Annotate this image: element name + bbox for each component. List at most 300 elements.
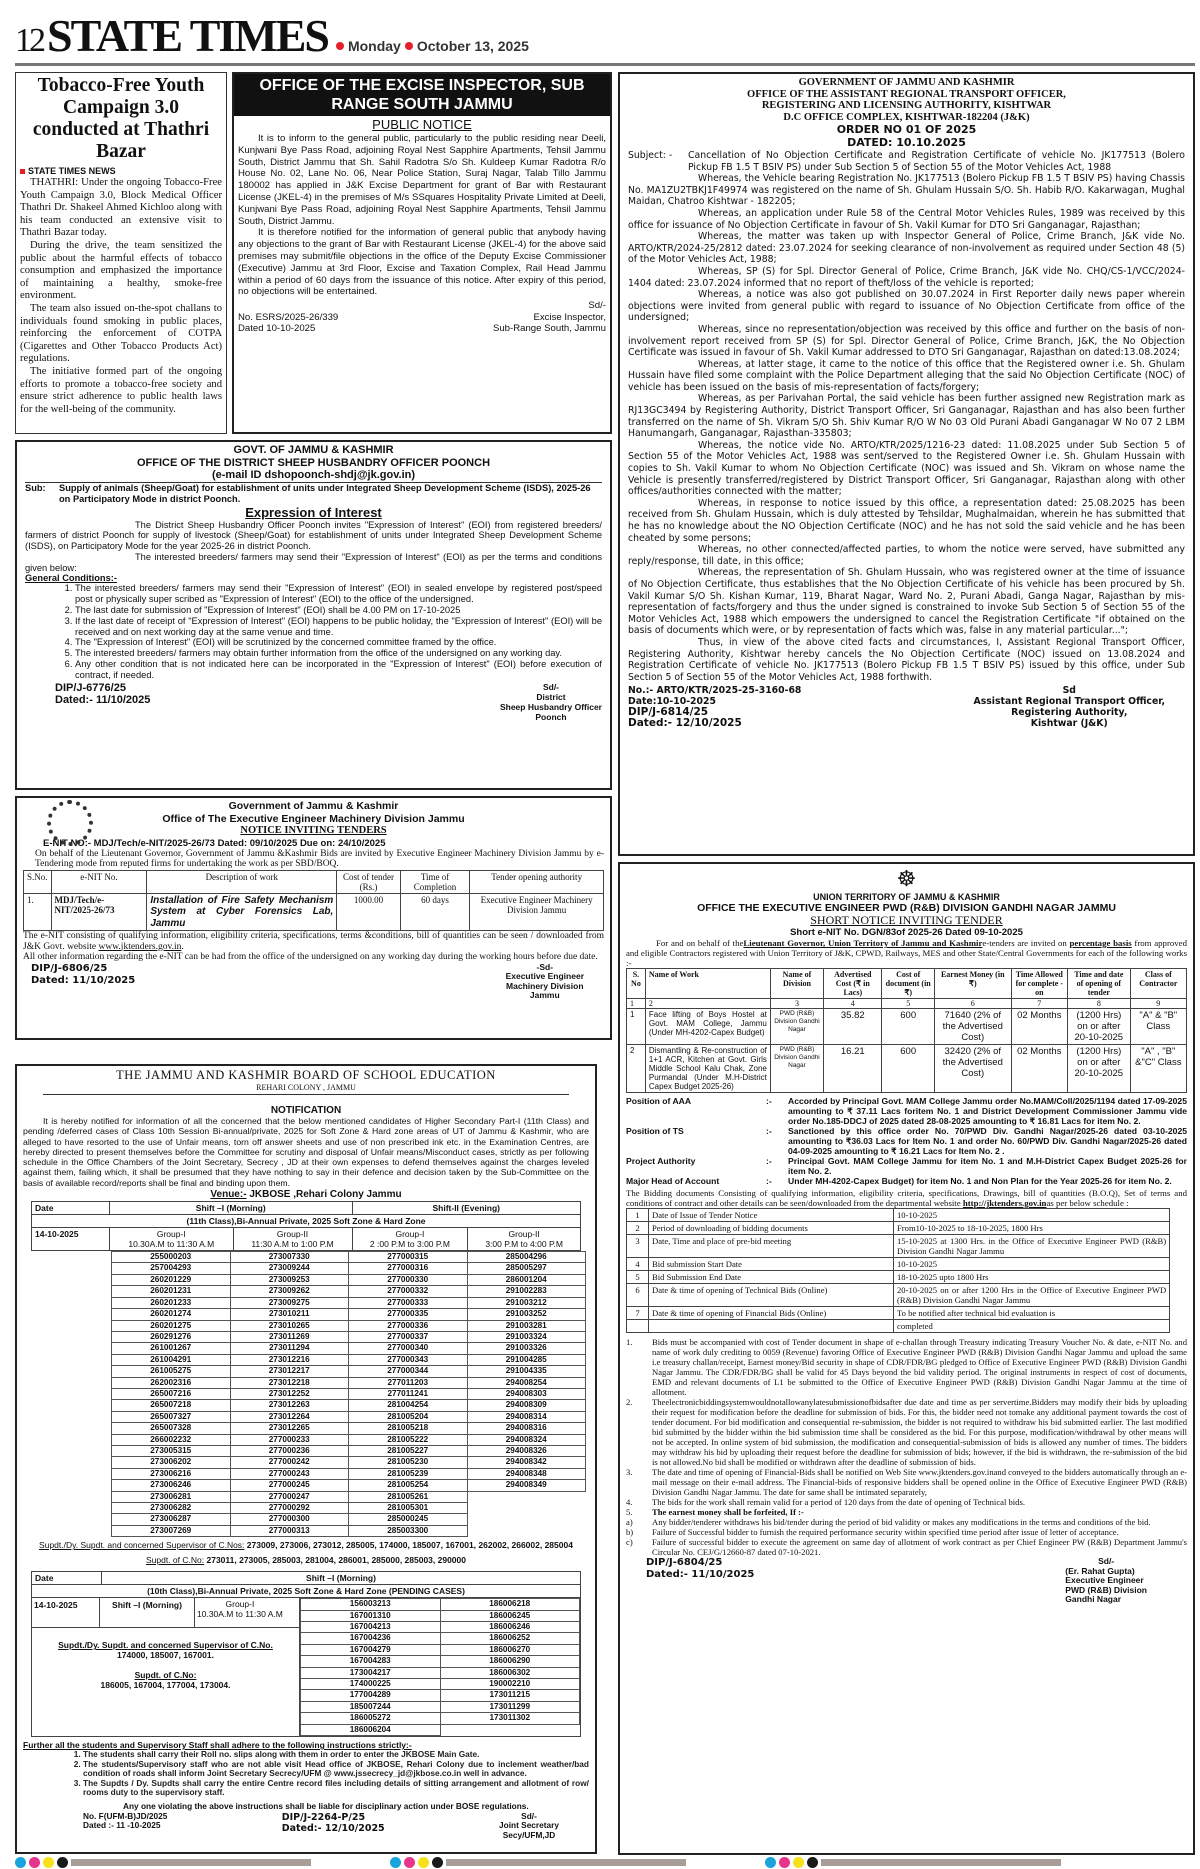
schedule-cell: 10-10-2025	[894, 1258, 1170, 1271]
roll-row	[112, 1320, 586, 1331]
roll-number: 281005261	[349, 1491, 468, 1502]
roll-row	[112, 1331, 586, 1342]
shift-group: Group-I 10.30A.M to 11:30 A.M	[110, 1228, 234, 1251]
table-cell: 02 Months	[1011, 1045, 1067, 1093]
table-cell: 32420 (2% of the Advertised Cost)	[934, 1045, 1011, 1093]
roll-number: 291003252	[467, 1309, 586, 1320]
column-number: 5	[882, 999, 935, 1009]
column-number: 8	[1068, 999, 1131, 1009]
roll-number	[467, 1514, 586, 1525]
schedule-row	[627, 1209, 1170, 1222]
table-header	[24, 870, 604, 893]
conditions-list	[25, 583, 602, 680]
roll-row	[301, 1679, 580, 1690]
paragraph: Whereas, as per Parivahan Portal, the said vehicle has been further assigned new Registration mark as RJ13GC3494 by Registering Authority, District Transport Officer, Sri Ganganagar, Rajasthan and has also been further transferred on the name of Sh. Vikram S/O Sh. Shiv Kumar R/O W No 03 Old Purani Abadi Ganganagar W No 07 2 LBM Hanumangarh, Ganganagar, Rajasthan-335803;	[628, 393, 1185, 440]
term-item: b) Failure of Successful bidder to furnish the required performance security within specified time period after issue of letter of acceptance.	[626, 1527, 1119, 1537]
roll-number: 291003212	[467, 1297, 586, 1308]
roll-number: 277000344	[349, 1366, 468, 1377]
term-item: c) Failure of successful bidder to execute the agreement on same day of allotment of work contract as per Chief Engineer PW (R&B) Department Jammu's Circular No. CEJ/G/12660-87 dated 07-10-2021.	[626, 1537, 1187, 1557]
supdt-list-2: Supdt. of C.No: 273011, 273005, 285003, 281004, 286001, 285000, 285003, 290000	[145, 1555, 466, 1566]
schedule-cell	[649, 1320, 894, 1333]
jkbose-intro: It is hereby notified for information of all the concerned that the below mentioned candidates of Higher Secondary Part-I (11th Class) and pending /deferred cases of Class 10th Session Bi-annual/private, 2025 for Soft Zone & Hard zone areas of UT of Jammu & Kashmir, who are alleged to have resorted to the use of Unfair means, torn off answer sheets and use of non prescribed ink etc. in the Examination Centres, are hereby directed to present themselves before the Committee for scrutiny and disposal of Unfair means/Misconduct cases, strictly as per following schedule in the Office Chambers of the Joint Secretary, Secrecy , JD at their own expenses to defend themselves against the charges leveled against them, failing which, it shall be presumed that they have nothing to say in their defence and decision taken by the Sub-Committee on the basis of available record/reports shall be final and binding upon them.	[23, 1116, 589, 1188]
paragraph: Whereas, at latter stage, it came to the notice of this office that the Registered owner i.e. Sh. Ghulam Hussain have filed some complaint with the Police Department alleging that the said No Objection Certificate (NOC) of vehicle has been issued on the basis of mis-representation of facts/forgery;	[628, 358, 1185, 393]
roll-row	[301, 1656, 580, 1667]
roll-number: 281005230	[349, 1457, 468, 1468]
roll-number: 277000336	[349, 1320, 468, 1331]
roll-number: 273009244	[230, 1263, 349, 1274]
pwd-intro: For and on behalf of theLieutenant Governor, Union Territory of Jammu and Kashmire-tenders are invited on percentage basis from approved and eligible Contractors registered with Union Territory of J&K, CPWD, Railways, MES and other State/Central Governments for each of the following works :-	[626, 938, 1187, 968]
term-item: a) Any bidder/tenderer withdraws his bid/tender during the period of bid validity or makes any modifications in the terms and conditions of the bid.	[626, 1517, 1151, 1527]
term-item: 4. The bids for the work shall remain valid for a period of 120 days from the date of opening of Technical bids.	[626, 1497, 1025, 1507]
roll-row	[112, 1434, 586, 1445]
registration-bar	[821, 1859, 1061, 1866]
column-number: 9	[1130, 999, 1186, 1009]
roll-number: 281005204	[349, 1411, 468, 1422]
jkbose-footer: No. F(UFM-B)JD/2025 Dated :- 11 -10-2025 DIP/J-2264-P/25 Dated:- 12/10/2025 Sd/- Joint Secretary Secy/UFM,JD	[83, 1810, 559, 1840]
table-cell: MDJ/Tech/e-NIT/2025-26/73	[51, 893, 147, 931]
roll-number: 273009275	[230, 1297, 349, 1308]
roll-number: 291003326	[467, 1343, 586, 1354]
roll-number: 167004213	[301, 1622, 441, 1633]
position-row: Position of AAA :- Accorded by Principal Govt. MAM College Jammu order No.MAM/Coll/2025/1194 dated 17-09-2025 amounting to ₹ 37.11 Lacs foritem No. 1 and District Development Commissioner Jammu vide order No.185-DDCJ of 2025 dated 28-08-2025 amounting to ₹ 16.81 Lacs for item No. 2.	[626, 1096, 1187, 1126]
registration-bar	[446, 1859, 686, 1866]
roll-number: 277011241	[349, 1388, 468, 1399]
pending-roll-table	[300, 1598, 580, 1736]
roll-number: 266002232	[112, 1434, 231, 1445]
roll-number: 277000332	[349, 1286, 468, 1297]
registration-dot-icon	[779, 1857, 790, 1868]
roll-row	[301, 1713, 580, 1724]
machinery-nit	[15, 796, 612, 1040]
schedule-cell: 1	[627, 1209, 649, 1222]
pwd-schedule-table	[626, 1208, 1170, 1333]
table-header	[627, 969, 1187, 999]
registration-dot-icon	[29, 1857, 40, 1868]
roll-number: 281005301	[349, 1503, 468, 1514]
roll-row	[112, 1343, 586, 1354]
paragraph: Whereas, the notice vide No. ARTO/KTR/2025/1216-23 dated: 11.08.2025 under Sub Section 5 of Section 55 of the Motor Vehicles Act, 1988 was sent/served to the Registered Owner i.e. Sh. Ghulam Hussain with copies to Sh. Vakil Kumar to whom No Objection Certificate (NOC) was issued and Sh. Vikram on whose name the Vehicle is presently transferred/registered by District Transport Officer, Sri Ganganagar, Rajasthan along with other offices/authorities connected with the matter;	[628, 439, 1185, 498]
registration-dot-icon	[765, 1857, 776, 1868]
roll-number: 281005254	[349, 1480, 468, 1491]
bullet-icon	[405, 42, 413, 50]
arto-subject: Subject: - Cancellation of No Objection Certificate and Registration Certificate of vehicle No. JK177513 (Bolero Pickup FB 1.5 T BSIV PS) under Sub Section 5 of Section 55 of the Motor Vehicles Act, 1988	[628, 150, 1185, 173]
arto-heading-line: D.C OFFICE COMPLEX, KISHTWAR-182204 (J&K)	[783, 111, 1030, 123]
schedule-row	[627, 1284, 1170, 1307]
column-number: 3	[770, 999, 823, 1009]
roll-number: 277000333	[349, 1297, 468, 1308]
table-cell: 1000.00	[337, 893, 400, 931]
table-cell: 35.82	[824, 1009, 882, 1045]
roll-row	[112, 1354, 586, 1365]
govt-emblem-icon	[47, 800, 93, 846]
schedule-cell: From10-10-2025 to 18-10-2025, 1800 Hrs	[894, 1222, 1170, 1235]
position-row: Major Head of Account :- Under MH-4202-Capex Budget) for item No. 1 and Non Plan for the Year 2025-26 for item No. 2.	[626, 1176, 1172, 1186]
roll-number: 156003213	[301, 1599, 441, 1610]
registration-dot-icon	[793, 1857, 804, 1868]
roll-row	[112, 1377, 586, 1388]
roll-row	[112, 1274, 586, 1285]
paragraph: Whereas, an application under Rule 58 of the Central Motor Vehicles Rules, 1989 was received by this office for issuance of No Objection Certificate in favour of Sh. Vakil Kumar for DTO Sri Ganganagar, Rajasthan;	[628, 207, 1185, 231]
table-cell: Executive Engineer Machinery Division Jammu	[470, 893, 604, 931]
table-cell: 16.21	[824, 1045, 882, 1093]
machinery-heading: Government of Jammu & Kashmir Office of The Executive Engineer Machinery Division Jammu NOTICE INVITING TENDERS	[162, 800, 465, 836]
roll-number	[467, 1491, 586, 1502]
venue: Venue:- JKBOSE ,Rehari Colony Jammu	[210, 1189, 402, 1201]
jkbose-heading: THE JAMMU AND KASHMIR BOARD OF SCHOOL EDUCATION	[116, 1068, 496, 1082]
roll-number: 277000340	[349, 1343, 468, 1354]
roll-row	[112, 1468, 586, 1479]
arto-body	[628, 173, 1185, 683]
sheep-footer: DIP/J-6776/25 Dated:- 11/10/2025 Sd/- District Sheep Husbandry Officer Poonch	[55, 681, 602, 722]
roll-number: 261004291	[112, 1354, 231, 1365]
roll-number: 277000313	[230, 1525, 349, 1536]
table-cell: 1	[627, 1009, 646, 1045]
pwd-terms	[626, 1337, 1187, 1557]
instructions-label: Further all the students and Supervisory Staff shall adhere to the following instructions strictly:-	[23, 1740, 412, 1751]
roll-number: 260201275	[112, 1320, 231, 1331]
roll-number: 277000236	[230, 1445, 349, 1456]
machinery-intro: On behalf of the Lieutenant Governor, Government of Jammu &Kashmir Bids are invited by Executive Engineer Machinery Division Jammu by e- Tendering mode from reputed firms for undertaking the work as per SBD/BOQ.	[35, 848, 604, 869]
pending-cases-block: 14-10-2025 Shift –I (Morning) Group-I 10.30A.M to 11:30 A.M Supdt./Dy. Supdt. and concerned Supervisor of C.No. 174000, 185007, 167001. Supdt. of C.No: 186005, 167004, 177004, 173004. 156003213 186006218 167001310 186006245 167004213 186006246 167004236 186006252 167004279 186006270 167004283 186006290 173004217 186006302 174000225 190002210 177004289 173011215 185007244 173011299 186005272 173011302 186006204	[31, 1598, 581, 1737]
schedule-cell: Date & time of opening of Financial Bids (Online)	[649, 1307, 894, 1320]
schedule-cell	[627, 1320, 649, 1333]
warning-text: Any one violating the above instructions shall be liable for disciplinary action under BOSE regulations.	[123, 1801, 529, 1812]
roll-number: 281005227	[349, 1445, 468, 1456]
paragraph: Whereas, SP (S) for Spl. Director General of Police, Crime Branch, J&K vide No. CHQ/CS-1/VCC/2024-1404 dated: 23.07.2024 informed that no report of theft/loss of the vehicle is reported;	[628, 265, 1185, 289]
schedule-cell: Date & time of opening of Technical Bids (Online)	[649, 1284, 894, 1307]
roll-row	[301, 1622, 580, 1633]
roll-number: 285000245	[349, 1514, 468, 1525]
jktenders-link[interactable]: http://jktenders.gov.in	[962, 1198, 1047, 1208]
roll-number: 291004285	[467, 1354, 586, 1365]
roll-row	[301, 1724, 580, 1735]
paragraph: Whereas, since no representation/objection was received by this office and further on the basis of non-involvement report received from SP (S) for Spl. Director General of Police, Crime Branch, J&K, the No Objection Certificate was issued in favour of Sh. Vakil Kumar addressed to DTO Sri Ganganagar, Rajasthan on dated:13.08.2024;	[628, 323, 1185, 359]
paragraph: The District Sheep Husbandry Officer Poonch invites "Expression of Interest" (EOI) from registered breeders/ farmers of district Poonch for supply of livestock (Sheep/Goat) for establishment of units under Integrated Sheep Development Scheme (ISDS), on Participatory Mode for the year 2025-26 in district Poonch.	[25, 519, 602, 552]
roll-number: 281005239	[349, 1468, 468, 1479]
paragraph: It is therefore notified for the information of general public that anybody having any objections to the grant of Bar with Restaurant License (JKEL-4) for the above said premises may submit/file objections in the office of the Deputy Excise Commissioner (Executive) Jammu at 3rd Floor, Excise and Taxation Complex, Rail Head Jammu within a period of 60 days from the issuance of this notice. After expiry of this period, no objections will be entertained.	[238, 227, 606, 298]
table-cell: 1.	[24, 893, 52, 931]
roll-number: 177004289	[301, 1690, 441, 1701]
paragraph: Whereas, the Vehicle bearing Registration No. JK177513 (Bolero Pickup FB 1.5 T BSIV PS) having Chassis No. MA1ZU2TBKJ1F49974 was registered on the name of Sh. Ghulam Hussain S/O. Sh. Habib R/O. Kakarwagan, Mughal Maidan, Chatroo Kishtwar - 182205;	[628, 173, 1185, 208]
excise-title: OFFICE OF THE EXCISE INSPECTOR, SUB RANGE SOUTH JAMMU	[234, 74, 610, 116]
pwd-enit: Short e-NIT No. DGN/83of 2025-26 Dated 09-10-2025	[790, 927, 1023, 938]
condition-item: 2. The last date for submission of "Expression of Interest" (EOI) shall be 4.00 PM on 17-10-2025	[75, 605, 602, 616]
roll-number: 174000225	[301, 1679, 441, 1690]
roll-number: 186005272	[301, 1713, 441, 1724]
roll-number: 273007330	[230, 1252, 349, 1263]
pwd-heading-office: OFFICE THE EXECUTIVE ENGINEER PWD (R&B) DIVISION GANDHI NAGAR JAMMU	[697, 902, 1116, 914]
excise-public-notice	[232, 72, 612, 434]
condition-item: 5. The interested breeders/ farmers may obtain further information from the office of the undersigned on any working day.	[75, 648, 602, 659]
column-number: 2	[645, 999, 770, 1009]
shift-group: Group-I 2 :00 P.M to 3:00 P.M	[352, 1228, 468, 1251]
column-header: Time Allowed for complete -on	[1011, 969, 1067, 999]
machinery-note: The e-NIT consisting of qualifying information, eligibility criteria, specifications, terms &conditions, bill of quantities can be seen / downloaded from J&K Govt. website www.jktenders.gov.in. All other information regarding the e-NIT can be had from the office of the undersigned on any working day during the working hours before due date.	[23, 931, 604, 962]
roll-number: 281005218	[349, 1423, 468, 1434]
roll-number: 273012263	[230, 1400, 349, 1411]
roll-row	[301, 1599, 580, 1610]
roll-number: 277000343	[349, 1354, 468, 1365]
roll-number: 273005315	[112, 1445, 231, 1456]
arto-heading-line: GOVERNMENT OF JAMMU AND KASHMIR	[798, 77, 1015, 88]
roll-row	[301, 1701, 580, 1712]
paragraph: During the drive, the team sensitized the public about the harmful effects of tobacco consumption and emphasized the importance of maintaining a healthy, smoke-free environment.	[20, 239, 222, 302]
pwd-works-table	[626, 968, 1187, 1093]
condition-item: 3. If the last date of receipt of "Expression of Interest" (EOI) happens to be public holiday, the "Expression of Interest" (EOI) will be received and on next working day at the same venue and time.	[75, 616, 602, 638]
column-header: S. No	[627, 969, 646, 999]
roll-row	[112, 1514, 586, 1525]
table-cell: "A" & "B" Class	[1130, 1009, 1186, 1045]
roll-row	[112, 1400, 586, 1411]
article-body	[20, 177, 222, 416]
roll-number: 173011215	[440, 1690, 580, 1701]
roll-number: 294008342	[467, 1457, 586, 1468]
paragraph: Thus, in view of the above cited facts and circumstances, I, Assistant Regional Transport Officer, Registering Authority, Kishtwar hereby cancels the No Objection Certificate (NOC) issued on 13.08.2024 and Registration Certificate of vehicle No. JK177513 (Bolero Pickup FB 1.5 T BSIV PS) issued by this office, under Sub Section 5 of Section 55 of the Motor Vehicles Act, 1988 forthwith.	[628, 636, 1185, 683]
registration-dot-icon	[15, 1857, 26, 1868]
column-number: 4	[824, 999, 882, 1009]
position-row: Project Authority :- Principal Govt. MAM College Jammu for item No. 1 and M.H-District Capex Budget 2025-26 for item No. 2.	[626, 1156, 1187, 1176]
roll-number: 277000300	[230, 1514, 349, 1525]
column-header: Name of Work	[645, 969, 770, 999]
column-header: Cost of document (in ₹)	[882, 969, 935, 999]
paragraph: Whereas, no other connected/affected parties, to whom the notice were served, have submitted any reply/response, till date, in this office;	[628, 544, 1185, 567]
roll-number	[467, 1525, 586, 1536]
registration-dot-icon	[390, 1857, 401, 1868]
roll-number: 273012218	[230, 1377, 349, 1388]
roll-number: 173011299	[440, 1701, 580, 1712]
roll-row	[112, 1491, 586, 1502]
registration-dot-icon	[57, 1857, 68, 1868]
registration-bar	[71, 1859, 311, 1866]
column-header: e-NIT No.	[51, 870, 147, 893]
column-header: Description of work	[147, 870, 337, 893]
column-number: 6	[934, 999, 1011, 1009]
column-number: 1	[627, 999, 646, 1009]
ashoka-emblem-icon: ☸	[896, 866, 917, 891]
roll-number: 265007218	[112, 1400, 231, 1411]
paragraph: The interested breeders/ farmers may send their "Expression of Interest" (EOI) as per the terms and conditions given below:	[25, 551, 602, 573]
roll-number: 261001267	[112, 1343, 231, 1354]
roll-row	[112, 1503, 586, 1514]
masthead	[15, 10, 1195, 66]
jkbose-subheading: REHARI COLONY , JAMMU	[43, 1083, 569, 1095]
schedule-row	[627, 1320, 1170, 1333]
schedule-cell: 15-10-2025 at 1300 Hrs. in the Office of Executive Engineer PWD (R&B) Division Gandhi Nagar Jammu	[894, 1235, 1170, 1258]
paragraph: Whereas, a notice was also got published on 30.07.2024 in First Reporter daily news paper wherein objections were invited from general public with regard to issuance of No Objection Certificate from office of the undersigned;	[628, 289, 1185, 324]
roll-row	[112, 1445, 586, 1456]
position-row: Position of TS :- Sanctioned by this office order No. 70/PWD Div. Gandhi Nagar/2025-26 dated 03-10-2025 amounting to ₹36.03 Lacs for Item No. 1 and order No. 60/PWD Div. Gandhi Nagar/2025-26 dated 04-09-2025 amounting to ₹ 16.21 Lacs for Item No. 2 .	[626, 1126, 1187, 1156]
roll-number: 273012217	[230, 1366, 349, 1377]
column-header: Class of Contractor	[1130, 969, 1186, 999]
schedule-table-11th: Date Shift –I (Morning) Shift-II (Evening) (11th Class),Bi-Annual Private, 2025 Soft Zone & Hard Zone 14-10-2025 Group-I 10.30A.M to 11:30 A.M Group-II 11:30 A.M to 1:00 P.M Group-I 2 :00 P.M to 3:00 P.M Group-II 3:00 P.M to 4:00 P.M	[31, 1201, 581, 1251]
table-row	[627, 1045, 1187, 1093]
roll-number: 273006282	[112, 1503, 231, 1514]
schedule-cell: Date, Time and place of pre-bid meeting	[649, 1235, 894, 1258]
excise-footer: Sd/- No. ESRS/2025-26/339 Excise Inspector, Dated 10-10-2025 Sub-Range South, Jammu	[238, 300, 606, 334]
roll-number: 273006281	[112, 1491, 231, 1502]
roll-row	[112, 1297, 586, 1308]
registration-dot-icon	[43, 1857, 54, 1868]
article-byline: STATE TIMES NEWS	[20, 166, 222, 176]
roll-number: 277000335	[349, 1309, 468, 1320]
roll-number: 277000233	[230, 1434, 349, 1445]
column-header: Tender opening authority	[470, 870, 604, 893]
table-cell: 600	[882, 1045, 935, 1093]
roll-number: 291003281	[467, 1320, 586, 1331]
shift-group: Group-II 11:30 A.M to 1:00 P.M	[233, 1228, 352, 1251]
shift-group: Group-II 3:00 P.M to 4:00 P.M	[468, 1228, 581, 1251]
page-number: 12	[15, 22, 43, 59]
column-header: Time and date of opening of tender	[1068, 969, 1131, 999]
schedule-cell: Period of downloading of bidding documents	[649, 1222, 894, 1235]
roll-number: 273006216	[112, 1468, 231, 1479]
pwd-short-nit	[618, 862, 1195, 1855]
term-item: 2. Theelectronicbiddingsystemwouldnotallowanylatesubmissionofbidsafter due date and time as per servertime.Bidders may modify their bids by uploading their request for modification before the deadline for submission of bids. For this, the bidder need not tomake any additional payment towards the cost of tender document. For bid modification and consequential re-submission, the bidder is not required to withdraw his bid submitted earlier. The last modified bid submitted by the bidder within the bid submission time shall be considered as the bid. For this purpose, modification/withdrawal by other means will not be accepted. In online system of bid submission, the modification and consequential-submission of bids is allowed any number of times. The bidders may withdraw his bid by uploading their request before the deadline for submission of bids; however, if the bid is withdrawn, the re-submission of the bid is not allowed.No bid shall be modified or withdrawn after the deadline of submission of bids.	[626, 1397, 1187, 1467]
arto-footer: No.:- ARTO/KTR/2025-25-3160-68 Date:10-10-2025 DIP/J-6814/25 Dated:- 12/10/2025 Sd Assistant Regional Transport Officer, Registering Authority, Kishtwar (J&K)	[628, 685, 1165, 730]
machinery-tender-table	[23, 870, 604, 932]
notice-subtitle: PUBLIC NOTICE	[372, 117, 472, 132]
roll-row	[301, 1633, 580, 1644]
roll-row	[112, 1423, 586, 1434]
table-cell: PWD (R&B) Division Gandhi Nagar	[770, 1045, 823, 1093]
supdt-list-1: Supdt./Dy. Supdt. and concerned Supervisor of C.Nos: 273009, 273006, 273012, 285005, 174000, 185007, 167001, 262002, 266002, 285004	[39, 1540, 573, 1551]
roll-number: 294008324	[467, 1434, 586, 1445]
roll-number: 186006245	[440, 1610, 580, 1621]
table-cell: Dismantling & Re-construction of 1+1 ACR, Kitchen at Govt. Girls Middle School Kalu Chak, Zone Purmandal (Under M.H-District Capex Budget 2025-26)	[645, 1045, 770, 1093]
roll-number: 273009262	[230, 1286, 349, 1297]
roll-number: 273010265	[230, 1320, 349, 1331]
roll-number: 273012216	[230, 1354, 349, 1365]
machinery-footer: DIP/J-6806/25 Dated: 11/10/2025 -Sd- Executive Engineer Machinery Division Jammu	[31, 961, 584, 1000]
news-article	[15, 72, 227, 434]
roll-number: 186006218	[440, 1599, 580, 1610]
arto-heading-line: REGISTERING AND LICENSING AUTHORITY, KISHTWAR	[761, 100, 1052, 111]
jkbose-notification	[15, 1064, 597, 1854]
roll-number: 273012252	[230, 1388, 349, 1399]
schedule-cell: Bid Submission End Date	[649, 1271, 894, 1284]
roll-row	[112, 1480, 586, 1491]
roll-row	[112, 1525, 586, 1536]
pwd-bidding-docs: The Bidding documents Consisting of qualifying information, eligibility criteria, specifications, Drawings, bill of quantities (B.O.Q), Set of terms and conditions of contract and other details can be seen/downloaded from the departmental website http://jktenders.gov.inas per below schedule :	[626, 1188, 1187, 1208]
instruction-item: 3. The Supdts / Dy. Supdts shall carry the entire Centre record files including details of sitting arrangement and allotment of row/ rooms duty to the supervisory staff.	[83, 1779, 589, 1798]
schedule-row	[627, 1307, 1170, 1320]
sheep-body	[25, 520, 602, 574]
roll-number: 186006246	[440, 1622, 580, 1633]
roll-number: 294008326	[467, 1445, 586, 1456]
schedule-table-10th: Date Shift –I (Morning) (10th Class),Bi-Annual Private, 2025 Soft Zone & Hard Zone (PENDING CASES)	[31, 1571, 581, 1598]
roll-number: 285005297	[467, 1263, 586, 1274]
arto-heading-line: DATED: 10.10.2025	[847, 136, 966, 149]
roll-number: 281004254	[349, 1400, 468, 1411]
roll-number: 265007327	[112, 1411, 231, 1422]
schedule-cell: 4	[627, 1258, 649, 1271]
roll-row	[112, 1388, 586, 1399]
table-cell: 71640 (2% of the Advertised Cost)	[934, 1009, 1011, 1045]
roll-number: 277000337	[349, 1331, 468, 1342]
pwd-heading-ut: UNION TERRITORY OF JAMMU & KASHMIR	[813, 892, 1000, 902]
table-cell: 600	[882, 1009, 935, 1045]
roll-number: 262002316	[112, 1377, 231, 1388]
sheep-heading: GOVT. OF JAMMU & KASHMIR OFFICE OF THE DISTRICT SHEEP HUSBANDRY OFFICER POONCH (e-mail ID dshopoonch-shdj@jk.gov.in)	[25, 444, 602, 483]
roll-number: 291003324	[467, 1331, 586, 1342]
instruction-item: 1. The students shall carry their Roll no. slips along with them in order to enter the JKBOSE Main Gate.	[83, 1750, 589, 1760]
paragraph: Whereas, in response to notice issued by this office, a representation dated: 25.08.2025 has been received from Sh. Ghulam Hussain, which is duly attested by Tehsildar, Mughalmaidan, wherein he has submitted that he has no knowledge about the NO Objection Certificate (NOC) and he has not sold the said vehicle and he has been cheated by some persons;	[628, 497, 1185, 544]
column-number: 7	[1011, 999, 1067, 1009]
roll-number: 273006202	[112, 1457, 231, 1468]
roll-row	[112, 1457, 586, 1468]
schedule-row	[627, 1271, 1170, 1284]
roll-number: 277000292	[230, 1503, 349, 1514]
issue-date: Monday October 13, 2025	[332, 37, 529, 61]
pwd-positions	[626, 1096, 1187, 1186]
arto-heading	[628, 77, 1185, 149]
paragraph: Whereas, the representation of Sh. Ghulam Hussain, who was registered owner at the time of issuance of No Objection Certificate, thus establishes that the No Objection Certificate of his vehicle has been procured by Sh. Vakil Kumar S/O Sh. Kishan Kumar, 119, Bharat Nagar, Ward No. 2, Purani Abadi, Ganga Nagar, Rajasthan by mis-representation of facts/forgery and thus the under signed is constrained to invoke Sub Section 5 of Section 55 of the Motor Vehicles Act, 1988 which empowers the undersigned to cancel the Registration Certificate "if obtained on the basis of documents which were, or by representation of facts which was, false in any material particular...";	[628, 567, 1185, 637]
column-header: Cost of tender (Rs.)	[337, 870, 400, 893]
roll-number: 190002210	[440, 1679, 580, 1690]
roll-number: 277000315	[349, 1252, 468, 1263]
roll-number	[467, 1503, 586, 1514]
roll-number: 173011302	[440, 1713, 580, 1724]
table-cell: "A" , "B" &"C" Class	[1130, 1045, 1186, 1093]
roll-number: 260291276	[112, 1331, 231, 1342]
column-header: Name of Division	[770, 969, 823, 999]
roll-number: 294008309	[467, 1400, 586, 1411]
roll-number: 294008348	[467, 1468, 586, 1479]
roll-row	[112, 1309, 586, 1320]
schedule-row	[627, 1258, 1170, 1271]
roll-number: 173004217	[301, 1667, 441, 1678]
roll-number: 186006302	[440, 1667, 580, 1678]
roll-number: 273012265	[230, 1423, 349, 1434]
registration-marks	[390, 1856, 686, 1868]
roll-number: 277000245	[230, 1480, 349, 1491]
roll-number: 265007216	[112, 1388, 231, 1399]
roll-number: 260201231	[112, 1286, 231, 1297]
article-headline: Tobacco-Free Youth Campaign 3.0 conducted at Thathri Bazar	[32, 75, 210, 162]
roll-number: 185007244	[301, 1701, 441, 1712]
roll-number: 167004283	[301, 1656, 441, 1667]
roll-number: 167004236	[301, 1633, 441, 1644]
schedule-cell: Bid submission Start Date	[649, 1258, 894, 1271]
schedule-cell: 20-10-2025 on or after 1200 Hrs in the Office of Executive Engineer PWD (R&B) Division Gandhi Nagar Jammu	[894, 1284, 1170, 1307]
schedule-cell: 6	[627, 1284, 649, 1307]
roll-number-table	[111, 1251, 586, 1537]
arto-heading-line: ORDER NO 01 OF 2025	[836, 123, 977, 136]
roll-number: 277000243	[230, 1468, 349, 1479]
roll-number: 261005275	[112, 1366, 231, 1377]
instruction-item: 2. The students/Supervisory staff who are not able visit Head office of JKBOSE, Rehari Colony due to inclement weather/bad condition of roads shall inform Joint Secretary Secrecy/UFM @ www.jssecrecy_jd@jkbose.co.in well in advance.	[83, 1760, 589, 1779]
schedule-cell: 3	[627, 1235, 649, 1258]
table-cell: (1200 Hrs) on or after 20-10-2025	[1068, 1009, 1131, 1045]
schedule-cell: completed	[894, 1320, 1170, 1333]
schedule-cell: 2	[627, 1222, 649, 1235]
roll-number: 273009253	[230, 1274, 349, 1285]
jktenders-link[interactable]: www.jktenders.gov.in	[98, 941, 182, 952]
enit-number: E-NIT NO:- MDJ/Tech/e-NIT/2025-26/73 Dated: 09/10/2025 Due on: 24/10/2025	[43, 837, 386, 849]
roll-number: 273006287	[112, 1514, 231, 1525]
roll-number: 277000242	[230, 1457, 349, 1468]
table-cell: 02 Months	[1011, 1009, 1067, 1045]
roll-number: 285004296	[467, 1252, 586, 1263]
roll-number: 294008314	[467, 1411, 586, 1422]
newspaper-logo: STATE TIMES	[47, 10, 328, 61]
pwd-footer: DIP/J-6804/25 Dated:- 11/10/2025 Sd/- (Er. Rahat Gupta) Executive Engineer PWD (R&B) Division Gandhi Nagar	[646, 1556, 1147, 1605]
registration-marks	[15, 1856, 311, 1868]
term-item: 3. The date and time of opening of Financial-Bids shall be notified on Web Site www.jktenders.gov.inand conveyed to the bidders automatically through an e-mail message on their e-mail address. The Financial-bids of responsive bidders shall be opened online in the Office of Executive Engineer PWD (R&B) Division Gandhi Nagar Jammu. The date for same shall be intimated separately,	[626, 1467, 1187, 1497]
table-cell: Installation of Fire Safety Mechanism System at Cyber Forensics Lab, Jammu	[147, 893, 337, 931]
roll-row	[112, 1252, 586, 1263]
roll-number: 281005222	[349, 1434, 468, 1445]
